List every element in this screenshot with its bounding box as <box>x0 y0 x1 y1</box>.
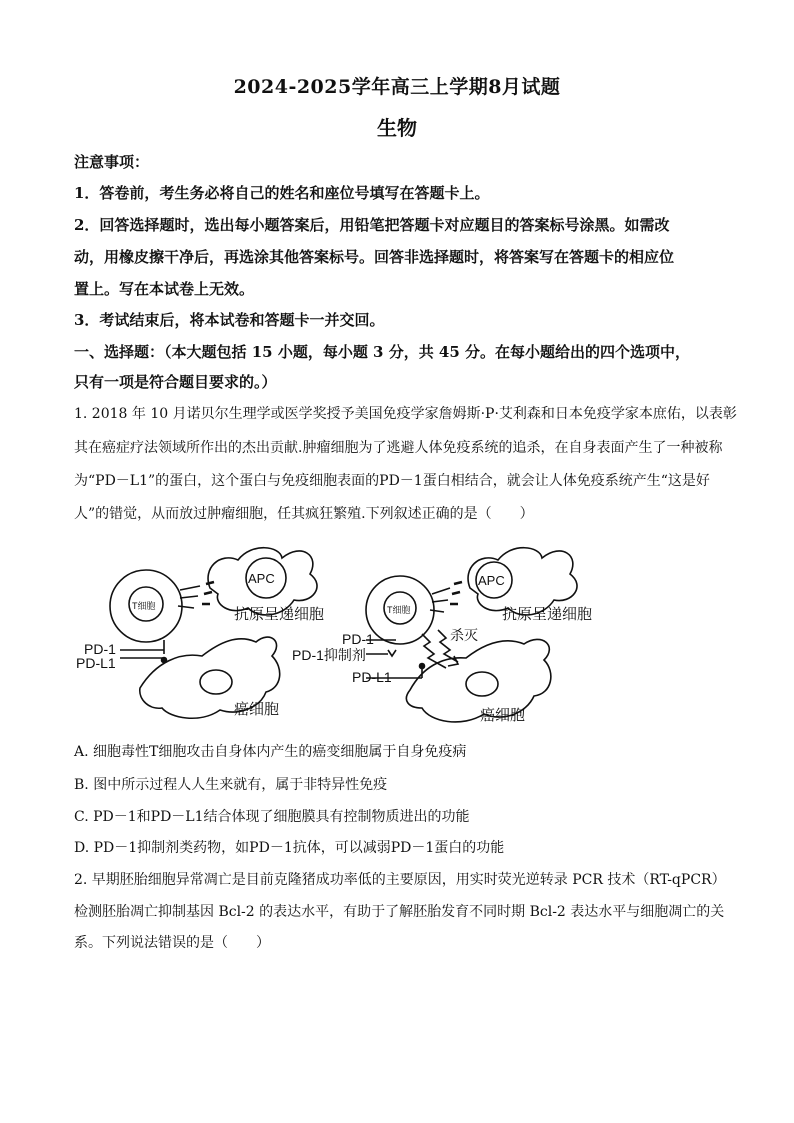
pdl1-label-left: PD-L1 <box>76 655 116 671</box>
apc-label-right: APC <box>478 573 505 588</box>
question-2-text: 2. 早期胚胎细胞异常凋亡是目前克隆猪成功率低的主要原因，用实时荧光逆转录 PCR 技术（RT-qPCR） <box>74 872 726 888</box>
cancer-label-left: 癌细胞 <box>234 701 280 718</box>
t-cell-label-left: T细胞 <box>132 601 156 611</box>
note-item: 置上。写在本试卷上无效。 <box>74 280 255 298</box>
t-cell-label-right: T细胞 <box>387 605 411 615</box>
question-2-text: 系。下列说法错误的是（ ） <box>74 935 270 951</box>
note-item: 1．答卷前，考生务必将自己的姓名和座位号填写在答题卡上。 <box>74 184 490 202</box>
notes-heading: 注意事项： <box>74 153 150 171</box>
apc-desc-left: 抗原呈递细胞 <box>234 606 325 623</box>
question-1-text: 1. 2018 年 10 月诺贝尔生理学或医学奖授予美国免疫学家詹姆斯·P·艾利森和日本免疫学家本庶佑，以表彰 <box>74 406 737 422</box>
question-2-text: 检测胚胎凋亡抑制基因 Bcl-2 的表达水平，有助于了解胚胎发育不同时期 Bcl-2 表达水平与细胞凋亡的关 <box>74 904 725 920</box>
question-1-text: 其在癌症疗法领域所作出的杰出贡献.肿瘤细胞为了逃避人体免疫系统的追杀，在自身表面产生了一种被称 <box>74 440 723 456</box>
option-a: A. 细胞毒性T细胞攻击自身体内产生的癌变细胞属于自身免疫病 <box>74 744 467 760</box>
note-item: 动，用橡皮擦干净后，再选涂其他答案标号。回答非选择题时，将答案写在答题卡的相应位 <box>74 248 675 266</box>
apc-desc-right: 抗原呈递细胞 <box>502 606 593 623</box>
option-d: D. PD－1抑制剂类药物，如PD－1抗体，可以减弱PD－1蛋白的功能 <box>74 840 505 856</box>
section-heading: 一、选择题：（本大题包括 15 小题，每小题 3 分，共 45 分。在每小题给出的四个选项中， <box>74 343 691 361</box>
immune-checkpoint-figure <box>70 538 630 730</box>
pd1-label-right: PD-1 <box>342 631 374 647</box>
subject-title: 生物 <box>377 116 417 140</box>
kill-label: 杀灭 <box>450 627 478 643</box>
cancer-label-right: 癌细胞 <box>480 707 526 724</box>
pd1-label-left: PD-1 <box>84 641 116 657</box>
apc-label-left: APC <box>248 571 275 586</box>
option-b: B. 图中所示过程人人生来就有，属于非特异性免疫 <box>74 777 388 793</box>
option-c: C. PD－1和PD－L1结合体现了细胞膜具有控制物质进出的功能 <box>74 809 470 825</box>
note-item: 3．考试结束后，将本试卷和答题卡一并交回。 <box>74 311 385 329</box>
note-item: 2．回答选择题时，选出每小题答案后，用铅笔把答题卡对应题目的答案标号涂黑。如需改 <box>74 216 670 234</box>
inhibitor-label: PD-1抑制剂 <box>292 647 366 663</box>
kill-arrow <box>422 634 446 668</box>
pdl1-label-right: PD-L1 <box>352 669 392 685</box>
section-heading-cont: 只有一项是符合题目要求的。） <box>74 373 277 391</box>
question-1-text: 人”的错觉，从而放过肿瘤细胞，任其疯狂繁殖.下列叙述正确的是（ ） <box>74 506 534 522</box>
exam-title: 2024-2025学年高三上学期8月试题 <box>233 76 561 98</box>
question-1-text: 为“PD－L1”的蛋白，这个蛋白与免疫细胞表面的PD－1蛋白相结合，就会让人体免疫系统产生“这是好 <box>74 473 710 489</box>
cancer-cell-right <box>406 639 550 722</box>
